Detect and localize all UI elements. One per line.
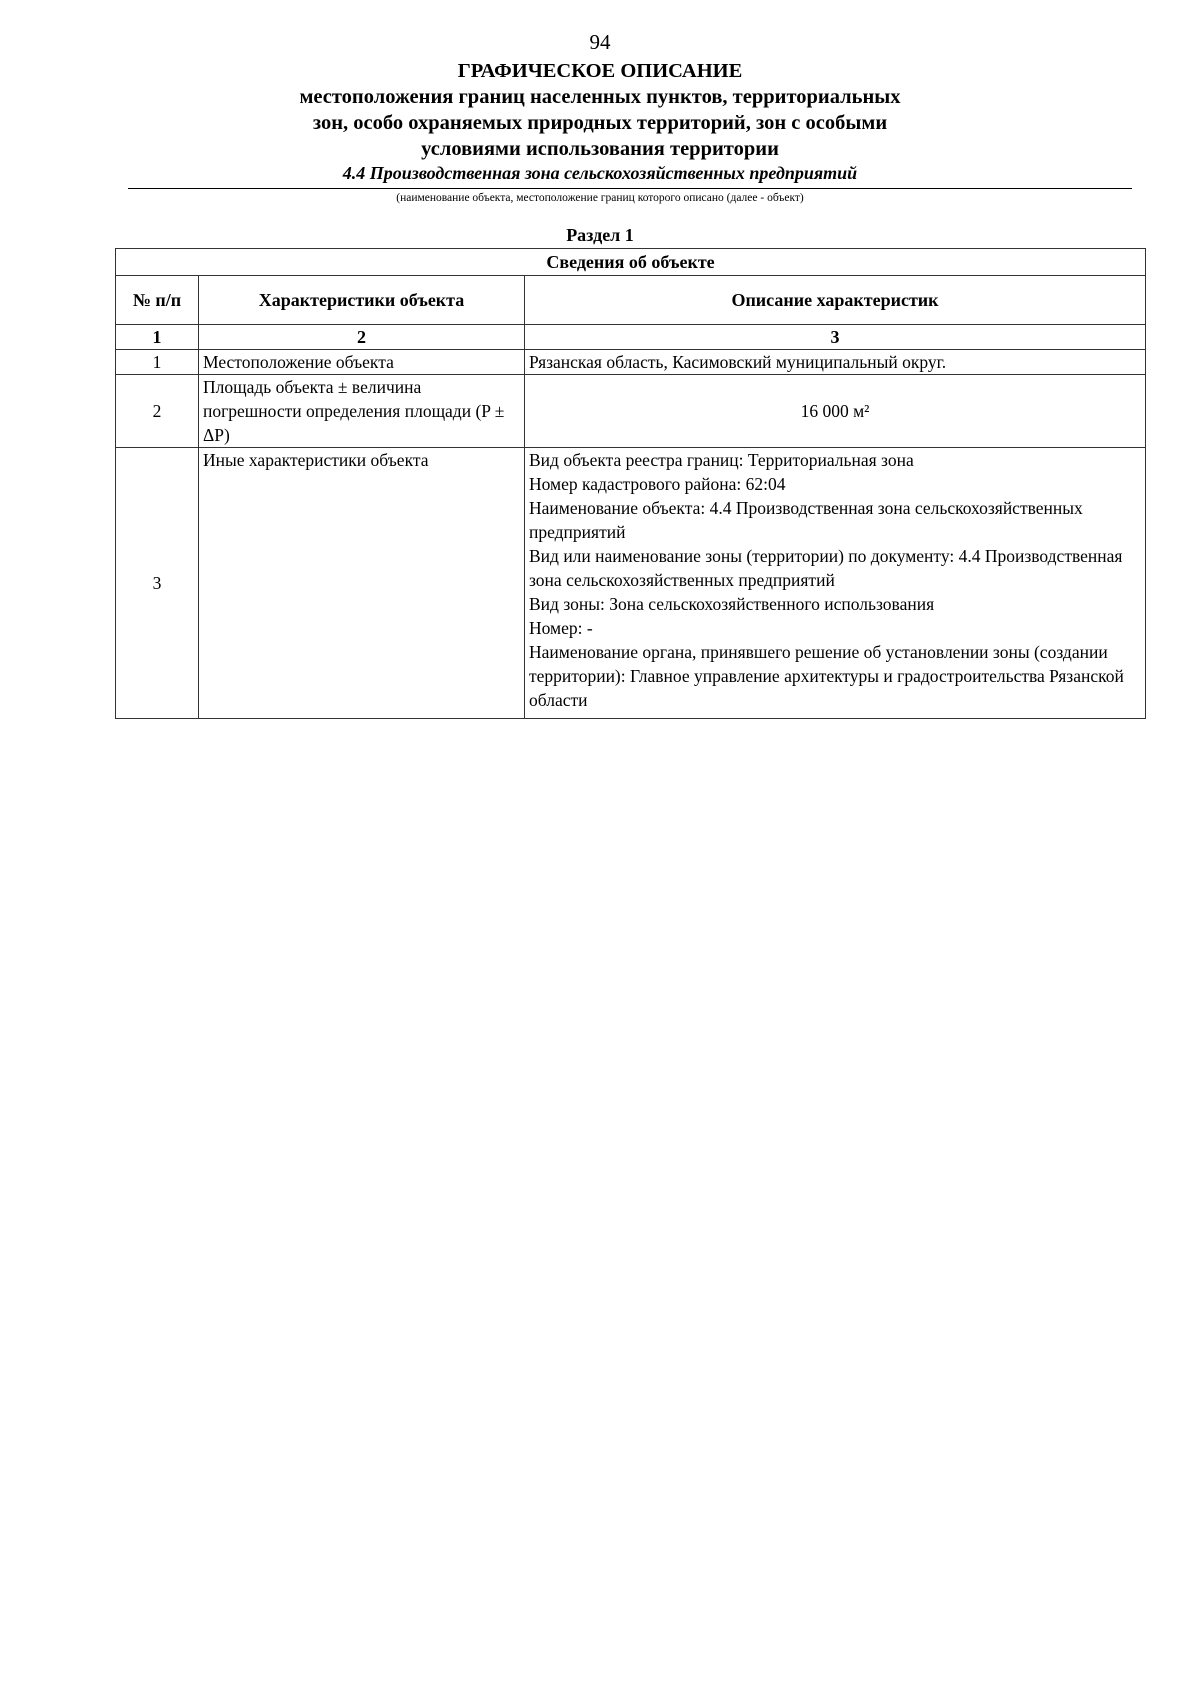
object-name: 4.4 Производственная зона сельскохозяйственных предприятий xyxy=(342,163,858,183)
column-number: 1 xyxy=(116,325,199,350)
title-line-4: условиями использования территории xyxy=(421,138,779,160)
table-row xyxy=(116,375,1146,448)
table-caption-row xyxy=(116,249,1146,276)
row-characteristic: Местоположение объекта xyxy=(199,350,525,375)
description-item: Наименование органа, принявшего решение об установлении зоны (создании территории): Главное управление архитектуры и градостроительства Рязанской области xyxy=(529,642,1124,710)
object-name-caption: (наименование объекта, местоположение границ которого описано (далее - объект) xyxy=(396,192,804,204)
table-header-row xyxy=(116,276,1146,325)
description-item: Вид или наименование зоны (территории) по документу: 4.4 Производственная зона сельскохозяйственных предприятий xyxy=(529,546,1123,590)
section-title: Раздел 1 xyxy=(566,225,634,245)
table-caption: Сведения об объекте xyxy=(116,249,1146,276)
header-characteristics: Характеристики объекта xyxy=(199,276,525,325)
row-description: Рязанская область, Касимовский муниципальный округ. xyxy=(525,350,1146,375)
header-num: № п/п xyxy=(116,276,199,325)
table-row xyxy=(116,448,1146,719)
row-characteristic: Иные характеристики объекта xyxy=(199,448,525,719)
row-characteristic: Площадь объекта ± величина погрешности определения площади (P ± ΔP) xyxy=(199,375,525,448)
description-item: Номер кадастрового района: 62:04 xyxy=(529,474,786,494)
title-line-3: зон, особо охраняемых природных территорий, зон с особыми xyxy=(312,112,888,134)
column-number: 2 xyxy=(199,325,525,350)
object-info-table xyxy=(115,248,1146,719)
column-numbers-row xyxy=(116,325,1146,350)
header-description: Описание характеристик xyxy=(525,276,1146,325)
title-line-1: ГРАФИЧЕСКОЕ ОПИСАНИЕ xyxy=(457,60,743,82)
description-item: Наименование объекта: 4.4 Производственная зона сельскохозяйственных предприятий xyxy=(529,498,1083,542)
row-number: 3 xyxy=(116,448,199,719)
description-item: Номер: - xyxy=(529,618,593,638)
description-item: Вид зоны: Зона сельскохозяйственного использования xyxy=(529,594,935,614)
object-name-underline xyxy=(128,188,1132,189)
row-description xyxy=(525,448,1146,719)
table-row xyxy=(116,350,1146,375)
row-number: 2 xyxy=(116,375,199,448)
description-item: Вид объекта реестра границ: Территориальная зона xyxy=(529,450,914,470)
title-line-2: местоположения границ населенных пунктов, территориальных xyxy=(299,86,901,108)
page-number: 94 xyxy=(589,30,611,54)
column-number: 3 xyxy=(525,325,1146,350)
row-description: 16 000 м² xyxy=(525,375,1146,448)
row-number: 1 xyxy=(116,350,199,375)
document-title xyxy=(0,58,1200,162)
